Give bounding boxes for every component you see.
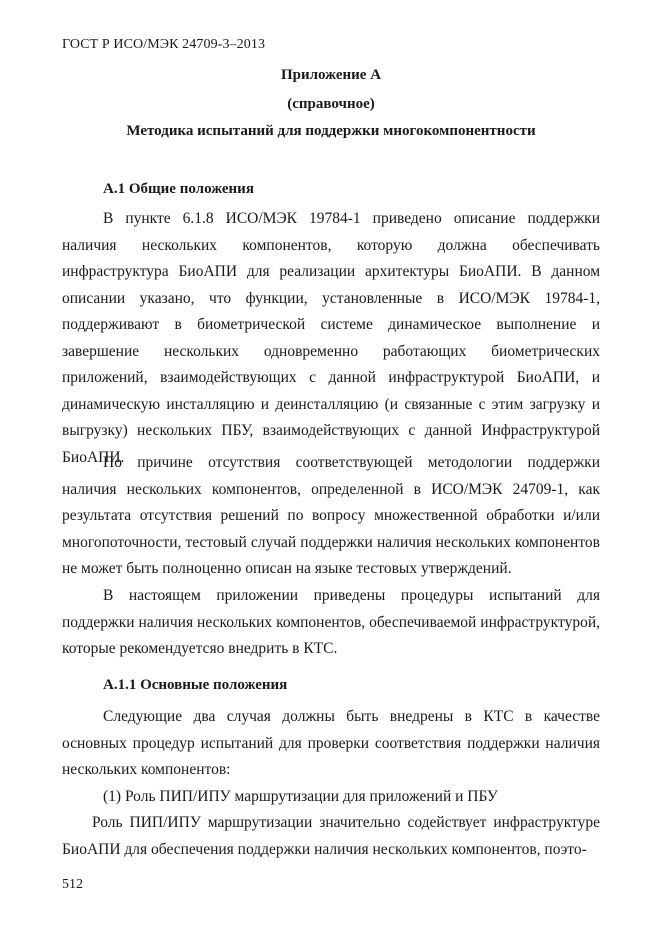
section-heading-a1: А.1 Общие положения [103,181,254,197]
appendix-subtitle: (справочное) [287,96,375,112]
list-item: (1) Роль ПИП/ИПУ маршрутизации для приложений и ПБУ [103,788,498,805]
appendix-title: Приложение А [280,67,382,83]
paragraph: В настоящем приложении приведены процедуры испытаний для поддержки наличия нескольких компонентов, обеспечиваемой инфраструктурой, которые рекомендуетсяо внедрить в КТС. [62,587,600,657]
paragraph: Роль ПИП/ИПУ маршрутизации значительно содействует инфраструктуре БиоАПИ для обеспечения поддержки наличия нескольких компонентов, поэто- [62,814,600,858]
appendix-name: Методика испытаний для поддержки многокомпонентности [126,123,536,139]
paragraph: Следующие два случая должны быть внедрены в КТС в качестве основных процедур испытаний для проверки соответствия поддержки наличия нескольких компонентов: [62,708,600,778]
paragraph: В пункте 6.1.8 ИСО/МЭК 19784-1 приведено описание поддержки наличия нескольких компонентов, которую должна обеспечивать инфраструктура БиоАПИ для реализации архитектуры БиоАПИ. В данном описании указано, что функции, установленные в ИСО/МЭК 19784-1, поддерживают в биометрической системе динамическое выполнение и завершение нескольких одновременно работающих биометрических приложений, взаимодействующих с данной инфраструктурой БиоАПИ, и динамическую инсталляцию и деинсталляцию (и связанные с этим загрузку и выгрузку) нескольких ПБУ, взаимодействующих с данной Инфраструктурой БиоАПИ. [62,210,600,466]
standard-header: ГОСТ Р ИСО/МЭК 24709-3–2013 [62,37,266,52]
paragraph: По причине отсутствия соответствующей методологии поддержки наличия нескольких компонентов, определенной в ИСО/МЭК 24709-1, как результата отсутствия решений по вопросу множественной обработки и/или многопоточности, тестовый случай поддержки наличия нескольких компонентов не может быть полноценно описан на языке тестовых утверждений. [62,454,600,577]
section-heading-a11: А.1.1 Основные положения [103,677,288,693]
page-number: 512 [62,877,83,892]
